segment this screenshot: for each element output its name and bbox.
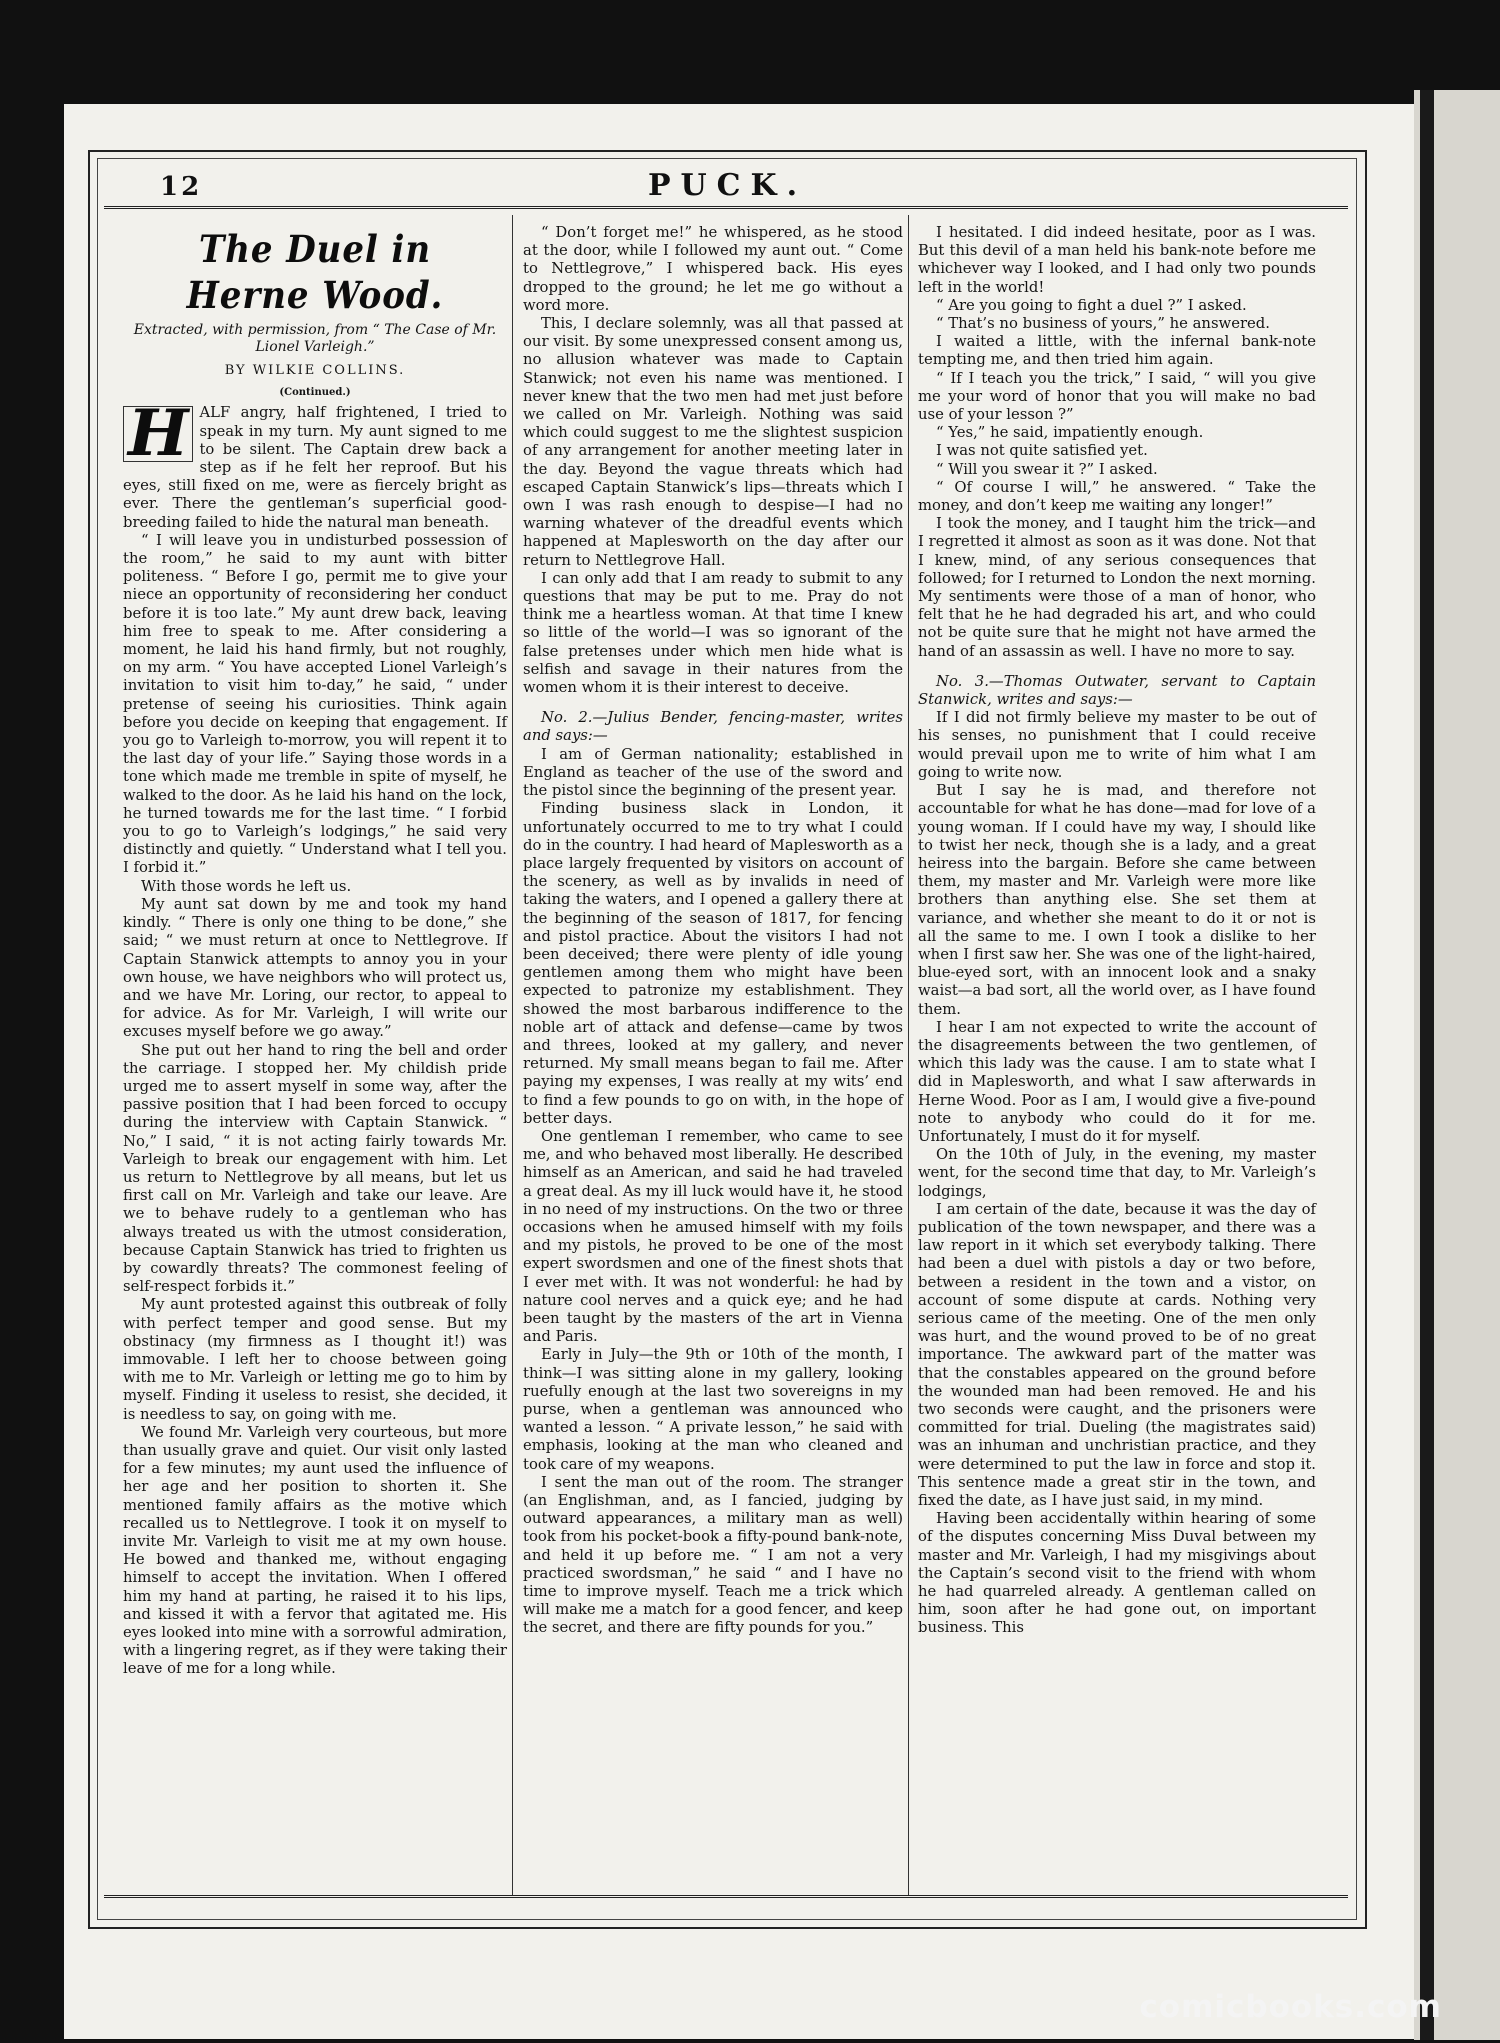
page-header — [120, 168, 1335, 208]
paragraph: I am of German nationality; established in England as teacher of the use of the sword and the pistol since the beginning of the present year. — [523, 745, 903, 800]
paragraph: But I say he is mad, and therefore not accountable for what he has done—mad for love of a young woman. If I could have my way, I should like to twist her neck, though she is a lady, and a great heiress into the bargain. Before she came between them, my master and Mr. Varleigh were more like brothers than anything else. She set them at variance, and whether she meant to do it or not is all the same to me. I own I took a dislike to her when I first saw her. She was one of the light-haired, blue-eyed sort, with an innocent look and a snaky waist—a bad sort, all the world over, as I have found them. — [918, 782, 1316, 1018]
paragraph: “ Will you swear it ?” I asked. — [936, 460, 1158, 478]
column-3 — [918, 224, 1316, 1638]
footer-rule — [104, 1895, 1348, 1902]
paragraph: “ Of course I will,” he answered. “ Take the money, and don’t keep me waiting any longer!” — [918, 478, 1316, 515]
paragraph: I am certain of the date, because it was the day of publication of the town newspaper, and there was a law report in it which set everybody talking. There had been a duel with pistols a day or two before, between a resident in the town and a vistor, on account of some dispute at cards. Nothing very serious came of the meeting. One of the men only was hurt, and the wound proved to be of no great importance. The awkward part of the matter was that the constables appeared on the ground before the wounded man had been removed. He and his two seconds were caught, and the prisoners were committed for trial. Dueling (the magistrates said) was an inhuman and unchristian practice, and they were determined to put the law in force and stop it. This sentence made a great stir in the town, and fixed the date, as I have just said, in my mind. — [918, 1200, 1316, 1510]
section-heading: No. 3.—Thomas Outwater, servant to Captain Stanwick, writes and says:— — [918, 672, 1316, 709]
paragraph: “ That’s no business of yours,” he answered. — [936, 315, 1270, 333]
paragraph: I hesitated. I did indeed hesitate, poor as I was. But this devil of a man held his bank-note before me whichever way I looked, and I had only two pounds left in the world! — [918, 224, 1316, 296]
paragraph: This, I declare solemnly, was all that passed at our visit. By some unexpressed consent among us, no allusion whatever was made to Captain Stanwick; not even his name was mentioned. I never knew that the two men had met just before we called on Mr. Varleigh. Nothing was said which could suggest to me the slightest suspicion of any arrangement for another meeting later in the day. Beyond the vague threats which had escaped Captain Stanwick’s lips—threats which I own I was rash enough to despise—I had no warning whatever of the dreadful events which happened at Maplesworth on the day after our return to Nettlegrove Hall. — [523, 315, 903, 569]
paragraph: My aunt sat down by me and took my hand kindly. “ There is only one thing to be done,” she said; “ we must return at once to Nettlegrove. If Captain Stanwick attempts to annoy you in your own house, we have neighbors who will protect us, and we have Mr. Loring, our rector, to appeal to for advice. As for Mr. Varleigh, I will write our excuses myself before we go away.” — [123, 895, 507, 1041]
paragraph: I waited a little, with the infernal bank-note tempting me, and then tried him again. — [918, 333, 1316, 369]
page-number: 12 — [160, 172, 203, 202]
paragraph: On the 10th of July, in the evening, my master went, for the second time that day, to Mr. Varleigh’s lodgings, — [918, 1146, 1316, 1200]
binding-gutter — [1420, 90, 1434, 2040]
paragraph: Having been accidentally within hearing of some of the disputes concerning Miss Duval between my master and Mr. Varleigh, I had my misgivings about the Captain’s second visit to the friend with whom he had quarreled already. A gentleman called on him, soon after he had gone out, on important business. This — [918, 1510, 1316, 1637]
continued-note: (Continued.) — [279, 387, 351, 399]
paragraph: I sent the man out of the room. The stranger (an Englishman, and, as I fancied, judging by outward appearances, a military man as well) took from his pocket-book a fifty-pound bank-note, and held it up before me. “ I am not a very practiced swordsman,” he said “ and I have no time to improve myself. Teach me a trick which will make me a match for a good fencer, and keep the secret, and there are fifty pounds for you.” — [523, 1473, 903, 1637]
paragraph: My aunt protested against this outbreak of folly with perfect temper and good sense. But my obstinacy (my firmness as I thought it!) was immovable. I left her to choose between going with me to Mr. Varleigh or letting me go to him by myself. Finding it useless to resist, she decided, it is needless to say, on going with me. — [123, 1296, 507, 1423]
paragraph: One gentleman I remember, who came to see me, and who behaved most liberally. He described himself as an American, and said he had traveled a great deal. As my ill luck would have it, he stood in no need of my instructions. On the two or three occasions when he amused himself with my foils and my pistols, he proved to be one of the most expert swordsmen and one of the finest shots that I ever met with. It was not wonderful: he had by nature cool nerves and a quick eye; and he had been taught by the masters of the art in Vienna and Paris. — [523, 1127, 903, 1346]
paragraph: “ Are you going to fight a duel ?” I asked. — [936, 296, 1247, 314]
column-1 — [123, 224, 507, 1679]
paragraph: Early in July—the 9th or 10th of the month, I think—I was sitting alone in my gallery, looking ruefully enough at the last two sovereigns in my purse, when a gentleman was announced who wanted a lesson. “ A private lesson,” he said with emphasis, looking at the man who cleaned and took care of my weapons. — [523, 1346, 903, 1473]
paragraph: I took the money, and I taught him the trick—and I regretted it almost as soon as it was done. Not that I knew, mind, of any serious consequences that followed; for I returned to London the next morning. My sentiments were those of a man of honor, who felt that he he had degraded his art, and who could not be quite sure that he might not have armed the hand of an assassin as well. I have no more to say. — [918, 515, 1316, 660]
column-2 — [523, 224, 903, 1638]
paragraph: She put out her hand to ring the bell and order the carriage. I stopped her. My childish pride urged me to assert myself in some way, after the passive position that I had been forced to occupy during the interview with Captain Stanwick. “ No,” I said, “ it is not acting fairly towards Mr. Varleigh to break our engagement with him. Let us return to Nettlegrove by all means, but let us first call on Mr. Varleigh and take our leave. Are we to behave rudely to a gentleman who has always treated us with the utmost consideration, because Captain Stanwick has tried to frighten us by cowardly threats? The commonest feeling of self-respect forbids it.” — [123, 1041, 507, 1296]
paragraph: If I did not firmly believe my master to be out of his senses, no punishment that I could receive would prevail upon me to write of him what I am going to write now. — [918, 709, 1316, 781]
paragraph: With those words he left us. — [141, 877, 352, 895]
header-rule — [104, 206, 1348, 213]
section-heading: No. 2.—Julius Bender, fencing-master, writes and says:— — [523, 709, 903, 745]
paragraph: “ If I teach you the trick,” I said, “ will you give me your word of honor that you will make no bad use of your lesson ?” — [918, 369, 1316, 424]
drop-cap: H — [123, 406, 193, 462]
paragraph: We found Mr. Varleigh very courteous, but more than usually grave and quiet. Our visit only lasted for a few minutes; my aunt used the influence of her age and her position to shorten it. She mentioned family affairs as the motive which recalled us to Nettlegrove. I took it on myself to invite Mr. Varleigh to visit me at my own house. He bowed and thanked me, without engaging himself to accept the invitation. When I offered him my hand at parting, he raised it to his lips, and kissed it with a fervor that agitated me. His eyes looked into mine with a sorrowful admiration, with a lingering regret, as if they were taking their leave of me for a long while. — [123, 1423, 507, 1678]
paragraph: I can only add that I am ready to submit to any questions that may be put to me. Pray do not think me a heartless woman. At that time I knew so little of the world—I was so ignorant of the false pretenses under which men hide what is selfish and savage in their natures from the women whom it is their interest to deceive. — [523, 569, 903, 697]
column-divider — [512, 215, 513, 1895]
site-watermark: comicbooks.com — [1139, 1989, 1442, 2025]
paragraph: Finding business slack in London, it unfortunately occurred to me to try what I could do in the country. I had heard of Maplesworth as a place largely frequented by visitors on account of the scenery, as well as by invalids in need of taking the waters, and I opened a gallery there at the beginning of the season of 1817, for fencing and pistol practice. About the visitors I had not been deceived; there were plenty of idle young gentlemen among them who might have been expected to patronize my establishment. They showed the most barbarous indifference to the noble art of attack and defense—came by twos and threes, looked at my gallery, and never returned. My small means began to fail me. After paying my expenses, I was really at my wits’ end to find a few pounds to go on with, in the hope of better days. — [523, 800, 903, 1127]
paragraph: I hear I am not expected to write the account of the disagreements between the two gentlemen, of which this lady was the cause. I am to state what I did in Maplesworth, and what I saw afterwards in Herne Wood. Poor as I am, I would give a five-pound note to anybody who could do it for me. Unfortunately, I must do it for myself. — [918, 1018, 1316, 1145]
article-title: The Duel in Herne Wood. — [186, 227, 444, 317]
paragraph: “ Yes,” he said, impatiently enough. — [936, 424, 1204, 442]
paragraph: “ Don’t forget me!” he whispered, as he stood at the door, while I followed my aunt out. “ Come to Nettlegrove,” I whispered back. His eyes dropped to the ground; he let me go without a word more. — [523, 224, 903, 314]
paragraph: “ I will leave you in undisturbed possession of the room,” he said to my aunt with bitter politeness. “ Before I go, permit me to give your niece an opportunity of reconsidering her conduct before it is too late.” My aunt drew back, leaving him free to speak to me. After considering a moment, he laid his hand firmly, but not roughly, on my arm. “ You have accepted Lionel Varleigh’s invitation to visit him to-day,” he said, “ under pretense of seeing his curiosities. Think again before you decide on keeping that engagement. If you go to Varleigh to-morrow, you will repent it to the last day of your life.” Saying those words in a tone which made me tremble in spite of myself, he walked to the door. As he laid his hand on the lock, he turned towards me for the last time. “ I forbid you to go to Varleigh’s lodgings,” he said very distinctly and quietly. “ Understand what I tell you. I forbid it.” — [123, 531, 507, 877]
article-subtitle: Extracted, with permission, from “ The Case of Mr. Lionel Varleigh.” — [133, 322, 497, 355]
masthead-title: PUCK. — [647, 168, 808, 203]
paragraph: ALF angry, half frightened, I tried to speak in my turn. My aunt signed to me to be silent. The Captain drew back a step as if he felt her reproof. But his eyes, still fixed on me, were as fiercely bright as ever. There the gentleman’s superficial good-breeding failed to hide the natural man beneath. — [123, 404, 507, 531]
paragraph: I was not quite satisfied yet. — [936, 442, 1148, 460]
article-byline: BY WILKIE COLLINS. — [224, 363, 406, 378]
column-divider — [908, 215, 909, 1895]
